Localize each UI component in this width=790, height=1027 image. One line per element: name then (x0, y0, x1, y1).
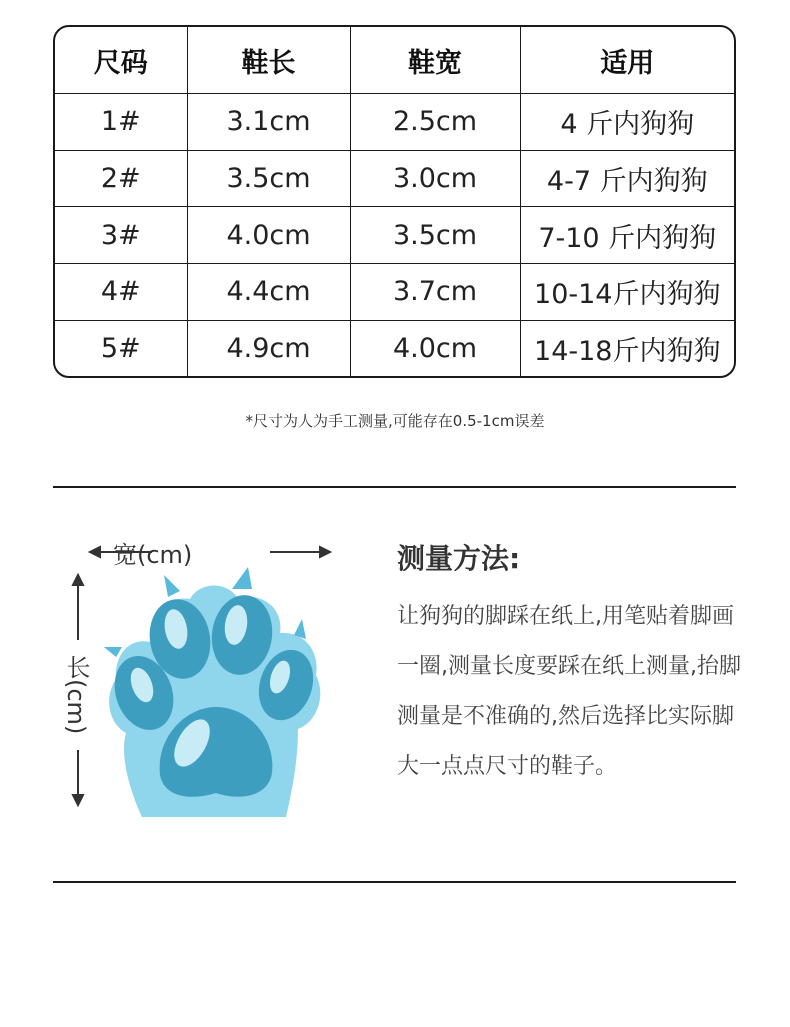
cell-size: 5# (55, 320, 187, 376)
cell-size: 2# (55, 150, 187, 207)
header-shoe-length: 鞋长 (187, 27, 350, 94)
cell-length: 4.4cm (187, 263, 350, 320)
measurement-note: *尺寸为人为手工测量,可能存在0.5-1cm误差 (245, 412, 545, 430)
cell-width: 4.0cm (350, 320, 520, 376)
table-row (55, 150, 734, 207)
cell-width: 2.5cm (350, 94, 520, 151)
size-table (53, 25, 736, 378)
header-suitable: 适用 (520, 27, 734, 94)
cell-length: 3.5cm (187, 150, 350, 207)
cell-size: 1# (55, 94, 187, 151)
cell-length: 3.1cm (187, 94, 350, 151)
cell-size: 4# (55, 263, 187, 320)
table-row (55, 320, 734, 376)
cell-length: 4.9cm (187, 320, 350, 376)
paw-icon (104, 567, 322, 817)
length-label: 长(cm) (62, 655, 90, 735)
table-row (55, 207, 734, 264)
method-body: 让狗狗的脚踩在纸上,用笔贴着脚画一圈,测量长度要踩在纸上测量,抬脚测量是不准确的,然后选择比实际脚大一点点尺寸的鞋子。 (397, 604, 741, 779)
paw-diagram (60, 525, 350, 835)
width-label: 宽(cm) (113, 541, 193, 569)
cell-suitable: 10-14斤内狗狗 (520, 263, 734, 320)
cell-length: 4.0cm (187, 207, 350, 264)
table-header-row (55, 27, 734, 94)
cell-suitable: 7-10 斤内狗狗 (520, 207, 734, 264)
bottom-divider (53, 881, 736, 883)
top-divider (53, 486, 736, 488)
cell-size: 3# (55, 207, 187, 264)
table-row (55, 94, 734, 151)
table-row (55, 263, 734, 320)
cell-width: 3.7cm (350, 263, 520, 320)
cell-suitable: 4-7 斤内狗狗 (520, 150, 734, 207)
cell-width: 3.5cm (350, 207, 520, 264)
method-title: 测量方法: (397, 542, 521, 575)
cell-suitable: 14-18斤内狗狗 (534, 335, 721, 367)
header-size: 尺码 (55, 27, 187, 94)
cell-width: 3.0cm (350, 150, 520, 207)
header-shoe-width: 鞋宽 (350, 27, 520, 94)
cell-suitable: 4 斤内狗狗 (520, 94, 734, 151)
